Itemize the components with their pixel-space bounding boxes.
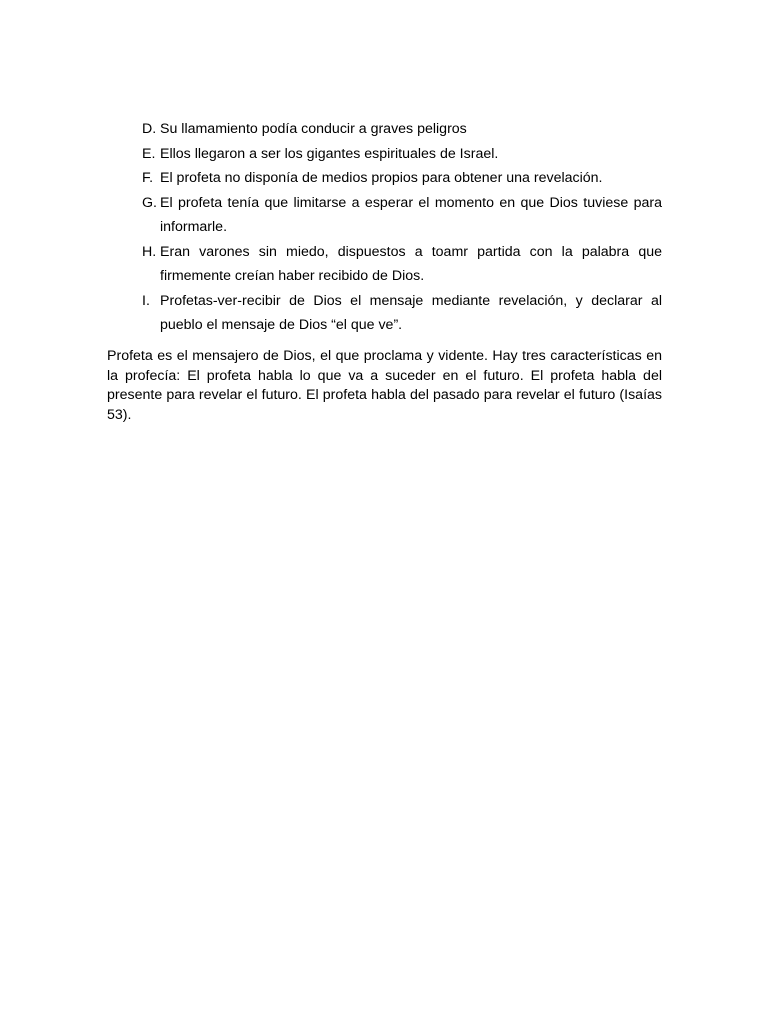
list-item-text: Profetas-ver-recibir de Dios el mensaje mediante revelación, y declarar al pueblo el mensaje de Dios “el que ve”. bbox=[160, 292, 662, 333]
list-item-text: Su llamamiento podía conducir a graves peligros bbox=[160, 121, 467, 137]
list-marker: D. bbox=[142, 121, 157, 137]
list-marker: E. bbox=[142, 145, 156, 162]
list-item-text: El profeta no disponía de medios propios para obtener una revelación. bbox=[160, 170, 603, 186]
list-item-text: El profeta tenía que limitarse a esperar el momento en que Dios tuviese para informarle. bbox=[160, 194, 662, 235]
list-marker: I. bbox=[142, 292, 150, 309]
body-paragraph: Profeta es el mensajero de Dios, el que proclama y vidente. Hay tres características en la profecía: El profeta habla lo que va a suceder en el futuro. El profeta habla del presente para revelar el futuro. El profeta habla del pasado para revelar el futuro (Isaías 53). bbox=[107, 348, 662, 423]
list-marker: F. bbox=[142, 170, 154, 186]
list-item bbox=[142, 289, 662, 338]
list-marker: G. bbox=[142, 194, 157, 211]
list-item-text: Eran varones sin miedo, dispuestos a toamr partida con la palabra que firmemente creían haber recibido de Dios. bbox=[160, 243, 662, 284]
list-item bbox=[142, 117, 662, 142]
list-marker: H. bbox=[142, 243, 157, 260]
list-item bbox=[142, 191, 662, 240]
list-item-text: Ellos llegaron a ser los gigantes espirituales de Israel. bbox=[160, 145, 499, 162]
prophet-characteristics-list bbox=[142, 117, 662, 338]
list-item bbox=[142, 240, 662, 289]
list-item bbox=[142, 166, 662, 191]
list-item bbox=[142, 142, 662, 167]
